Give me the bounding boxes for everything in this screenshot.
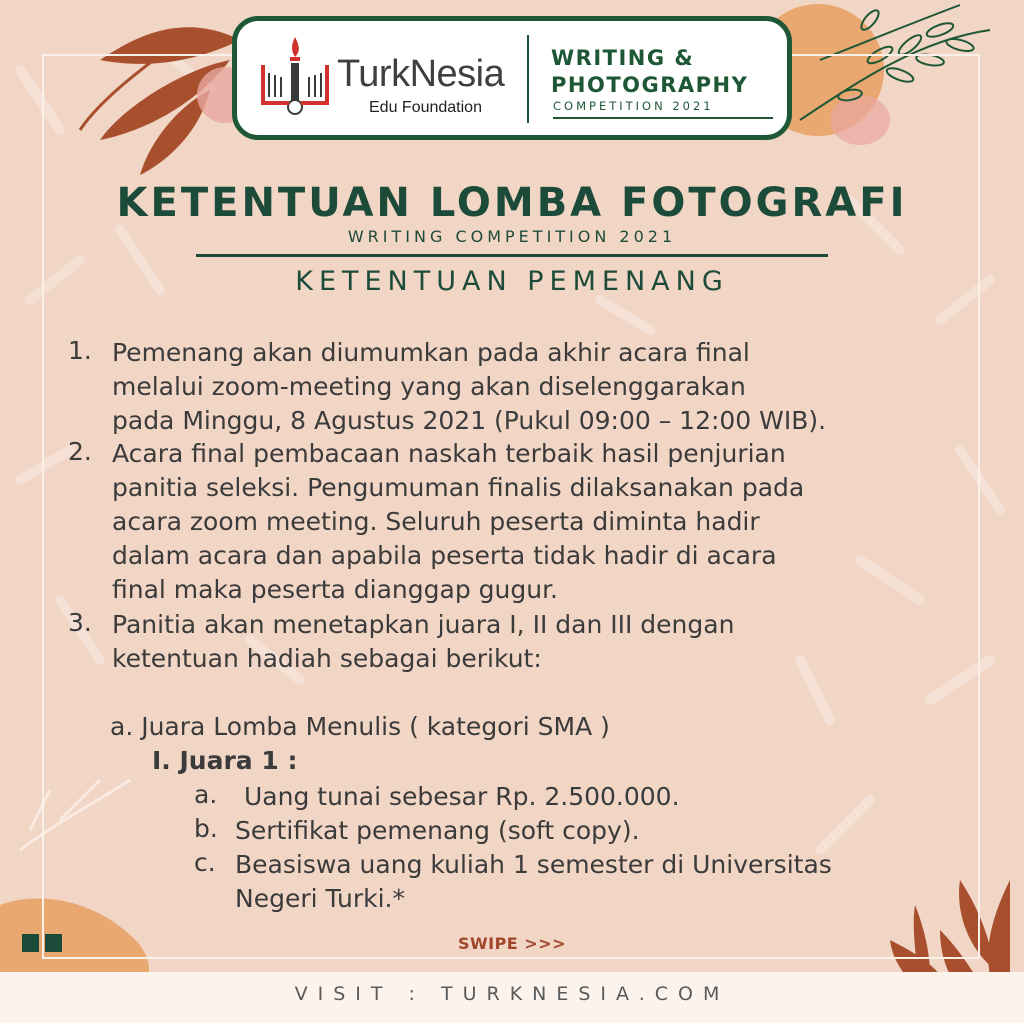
rule-line: final maka peserta dianggap gugur. xyxy=(112,575,558,604)
header-logo-card xyxy=(232,16,792,140)
rule-number: 3. xyxy=(68,608,92,637)
swipe-hint[interactable]: SWIPE >>> xyxy=(457,934,567,953)
prize-line: Negeri Turki.* xyxy=(235,884,405,913)
competition-title: WRITING & PHOTOGRAPHY xyxy=(551,46,749,97)
rule-line: pada Minggu, 8 Agustus 2021 (Pukul 09:00 – 12:00 WIB). xyxy=(112,406,827,435)
prize-letter: a. xyxy=(194,780,218,809)
rule-line: Acara final pembacaan naskah terbaik hasil penjurian xyxy=(112,439,786,468)
rule-line: acara zoom meeting. Seluruh peserta diminta hadir xyxy=(112,507,760,536)
rule-line: ketentuan hadiah sebagai berikut: xyxy=(112,644,542,673)
rule-line: melalui zoom-meeting yang akan diselenggarakan xyxy=(112,372,746,401)
section-heading: KETENTUAN PEMENANG xyxy=(295,266,729,297)
competition-year: COMPETITION 2021 xyxy=(553,99,714,113)
turknesia-logo-icon xyxy=(255,35,333,119)
page-subtitle: WRITING COMPETITION 2021 xyxy=(347,227,677,246)
rule-line: panitia seleksi. Pengumuman finalis dilaksanakan pada xyxy=(112,473,805,502)
rule-line: Pemenang akan diumumkan pada akhir acara final xyxy=(112,338,750,367)
rule-number: 1. xyxy=(68,336,92,365)
prize-category: a. Juara Lomba Menulis ( kategori SMA ) xyxy=(110,712,610,741)
title-rule xyxy=(196,254,828,257)
rule-line: Panitia akan menetapkan juara I, II dan III dengan xyxy=(112,610,735,639)
prize-letter: c. xyxy=(194,848,216,877)
prize-letter: b. xyxy=(194,814,218,843)
page-title: KETENTUAN LOMBA FOTOGRAFI xyxy=(116,180,908,226)
brand-subtitle: Edu Foundation xyxy=(369,99,482,116)
header-divider xyxy=(527,35,529,123)
prize-line: Uang tunai sebesar Rp. 2.500.000. xyxy=(244,782,680,811)
prize-rank: I. Juara 1 : xyxy=(152,746,298,775)
prize-line: Beasiswa uang kuliah 1 semester di Universitas xyxy=(235,850,832,879)
prize-line: Sertifikat pemenang (soft copy). xyxy=(235,816,640,845)
footer-website-link[interactable]: VISIT : TURKNESIA.COM xyxy=(294,983,730,1005)
brand-name: TurkNesia xyxy=(337,53,505,95)
rule-number: 2. xyxy=(68,437,92,466)
rule-line: dalam acara dan apabila peserta tidak hadir di acara xyxy=(112,541,777,570)
competition-underline xyxy=(553,117,773,119)
